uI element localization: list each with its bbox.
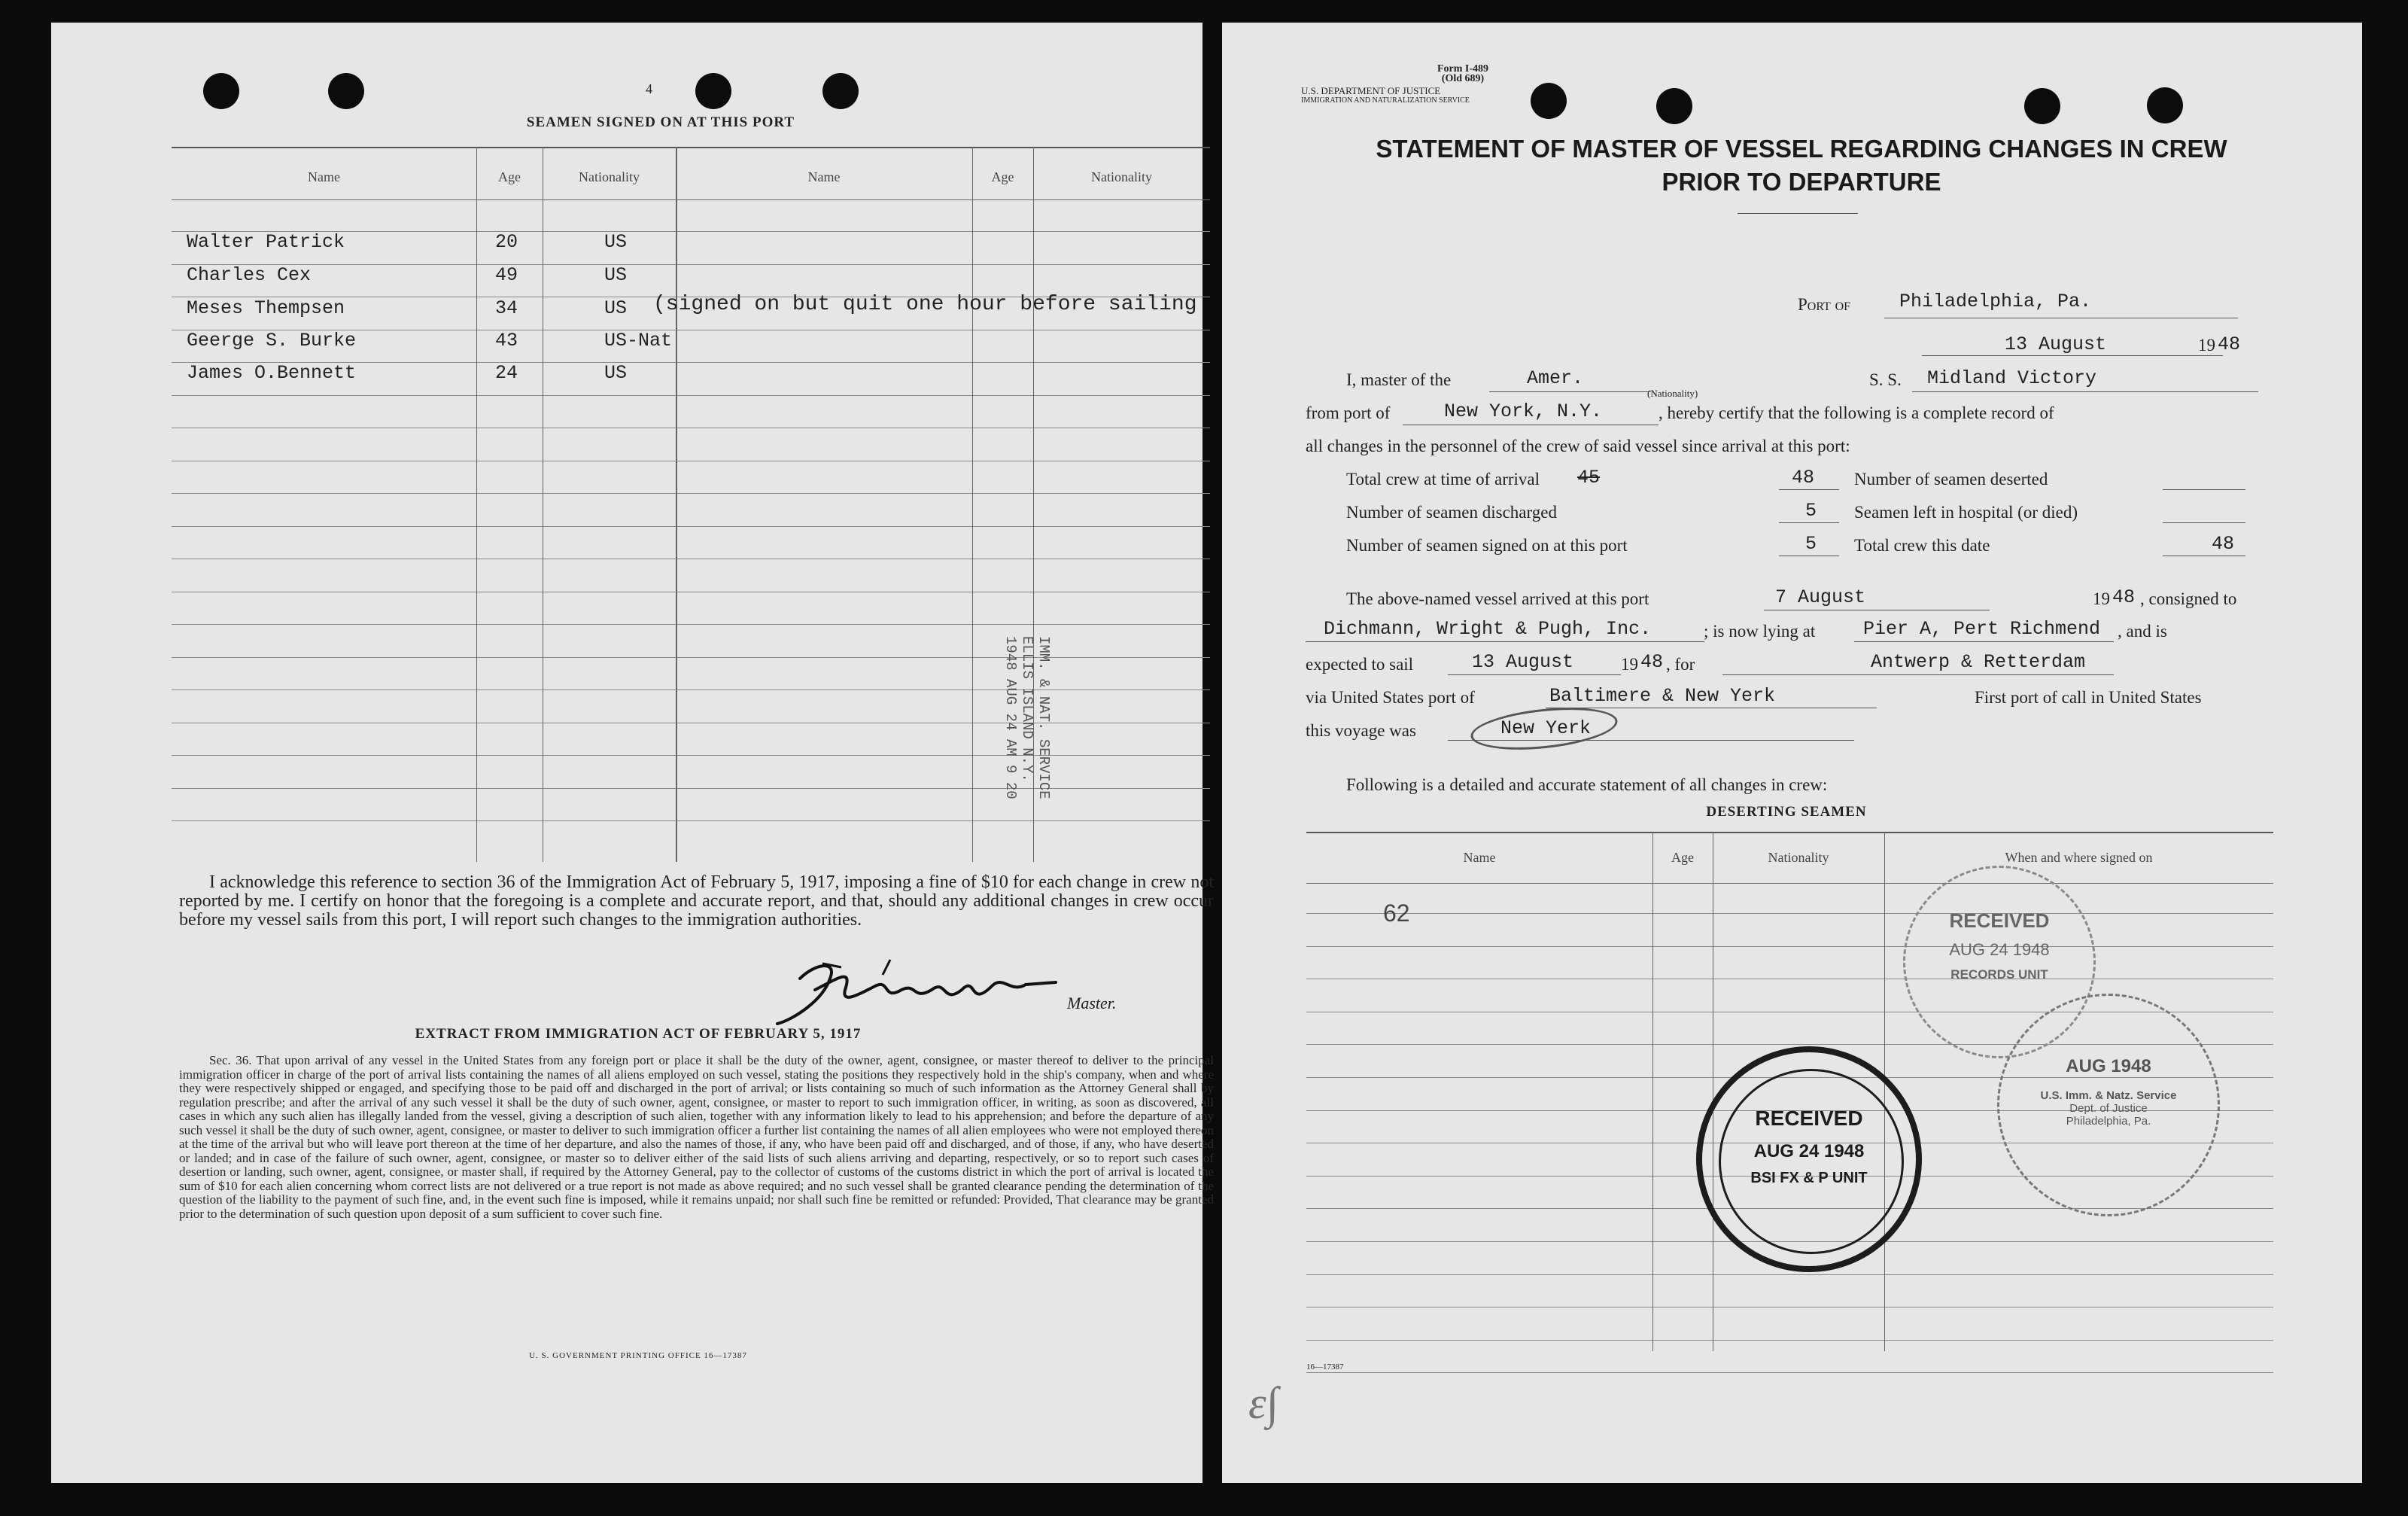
year-prefix: 19 — [2198, 336, 2215, 355]
seamen-signed-on-heading: SEAMEN SIGNED ON AT THIS PORT — [526, 114, 795, 130]
corner-handwritten-mark: ε∫ — [1248, 1378, 1279, 1428]
year-value: 48 — [2218, 333, 2241, 355]
form-number: Form I-489 — [1437, 63, 1489, 75]
stamp-date: AUG 24 1948 — [1949, 940, 2050, 959]
punch-hole — [2024, 88, 2060, 124]
column-age: Age — [498, 169, 521, 184]
this-voyage-label: this voyage was — [1306, 721, 1416, 740]
punch-hole — [328, 73, 364, 109]
arrived-year: 48 — [2112, 586, 2136, 608]
seaman-name: Meses Thempsen — [187, 297, 345, 319]
arrived-date: 7 August — [1775, 586, 1866, 608]
discharged-label: Number of seamen discharged — [1346, 503, 1557, 522]
nationality-value: Amer. — [1527, 367, 1584, 389]
page-number: 4 — [646, 81, 653, 96]
table-row-rule — [172, 624, 1210, 625]
stamp-line: Dept. of Justice — [2069, 1102, 2148, 1115]
extract-heading: EXTRACT FROM IMMIGRATION ACT OF FEBRUARY 5, 1917 — [415, 1026, 862, 1042]
from-port-value: New York, N.Y. — [1444, 400, 1603, 422]
for-label: , for — [1666, 655, 1695, 674]
column-nationality: Nationality — [1768, 850, 1829, 865]
table-row-rule — [172, 820, 1210, 821]
expected-label: expected to sail — [1306, 655, 1414, 674]
seaman-age: 43 — [495, 330, 518, 352]
right-page — [1222, 23, 2362, 1483]
from-port-label: from port of — [1306, 403, 1391, 422]
stamp-line: 1948 AUG 24 AM 9 20 — [1002, 636, 1019, 799]
stamp-line: Philadelphia, Pa. — [2066, 1115, 2151, 1128]
lying-at-label: ; is now lying at — [1704, 622, 1816, 641]
expected-year-prefix: 19 — [1621, 655, 1638, 674]
department: U.S. DEPARTMENT OF JUSTICE — [1301, 86, 1441, 96]
table-row-rule — [172, 395, 1210, 396]
column-name: Name — [308, 169, 340, 184]
punch-hole — [822, 73, 859, 109]
stamp-date: AUG 24 1948 — [1753, 1141, 1865, 1161]
printing-office: U. S. GOVERNMENT PRINTING OFFICE 16—17387 — [529, 1351, 747, 1360]
column-age-2: Age — [991, 169, 1014, 184]
extract-text: Sec. 36. That upon arrival of any vessel in the United States from any foreign port or place it shall be the duty of the owner, agent, consignee, or master thereof to deliver to the principal immigration officer in charge of the port of arrival lists containing the names of all aliens employed on such vessel, stating the positions they respectively hold in the ship's company, when and where they were respectively shipped or engaged, and specifying those to be paid off and discharged in the port of arrival; or lists containing so much of such information as the Attorney General shall by regulation prescribe; and after the arrival of any such vessel it shall be the duty of such owner, agent, consignee, or master to report to such immigration officer, in writing, as soon as discovered, all cases in which any such alien has illegally landed from the vessel, giving a description of such alien, together with any information likely to lead to his apprehension; and before the departure of any such vessel it shall be the duty of such owner, agent, consignee, or master to deliver to such immigration officer a further list containing the names of all alien employees who were not employed thereon at the time of the arrival but who will leave port thereon at the time of her departure, and also the names of those, if any, who have been paid off and discharged, and of those, if any, who have deserted or landed; and in case of the failure of such owner, agent, consignee, or master so to deliver either of the said lists of such aliens arriving and departing, respectively, or so to report such cases of desertion or landing, such owner, agent, consignee, or master shall, if required by the Attorney General, pay to the collector of customs of the customs district in which the port of arrival is located the sum of $10 for each alien concerning whom correct lists are not delivered or a true report is not made as above required; and no such vessel shall be granted clearance pending the determination of the question of the liability to the payment of such fine, and, in the event such fine is imposed, while it remains unpaid; nor shall such fine be remitted or refunded: Provided, That clearance may be granted prior to the determination of such question upon deposit of a sum sufficient to cover such fine. — [179, 1053, 1214, 1221]
column-name-2: Name — [807, 169, 841, 184]
punch-hole — [695, 73, 731, 109]
acknowledgment-text: I acknowledge this reference to section 36 of the Immigration Act of February 5, 1917, imposing a fine of $10 for each change in crew not reported by me. I certify on honor that the foregoing is a complete and accurate report, and that, should any additional changes in crew occur before my vessel sails from this port, I will report such changes to the immigration authorities. — [179, 872, 1214, 930]
signed-on-label: Number of seamen signed on at this port — [1346, 536, 1628, 555]
consigned-to-label: , consigned to — [2140, 589, 2237, 608]
punch-hole — [2147, 87, 2183, 123]
column-age: Age — [1671, 850, 1694, 865]
table-row-rule — [172, 526, 1210, 527]
table-row-rule — [1306, 946, 2273, 947]
destination: Antwerp & Retterdam — [1871, 651, 2086, 673]
service: IMMIGRATION AND NATURALIZATION SERVICE — [1301, 96, 1470, 105]
deserting-heading: DESERTING SEAMEN — [1706, 804, 1867, 820]
form-title — [1297, 132, 2306, 199]
seaman-name: Geerge S. Burke — [187, 330, 357, 352]
first-call-value: New Yerk — [1500, 717, 1592, 739]
expected-date: 13 August — [1472, 651, 1574, 673]
via-ports: Baltimere & New Yerk — [1549, 685, 1776, 707]
seaman-nationality: US — [604, 362, 628, 384]
punch-hole — [1656, 88, 1692, 124]
date-value: 13 August — [2005, 333, 2107, 355]
stamp-dept: RECORDS UNIT — [1950, 967, 2048, 982]
expected-year: 48 — [1640, 651, 1664, 673]
table-row-rule — [1306, 1372, 2273, 1373]
via-label: via United States port of — [1306, 688, 1475, 707]
seaman-nationality: US — [604, 297, 628, 319]
certify-text: , hereby certify that the following is a complete record of — [1659, 403, 2054, 422]
port-value: Philadelphia, Pa. — [1899, 291, 2092, 312]
form-number-block — [1388, 64, 1538, 84]
arrived-text: The above-named vessel arrived at this port — [1346, 589, 1649, 608]
title-line-2: PRIOR TO DEPARTURE — [1662, 168, 1941, 196]
master-signature — [770, 948, 1101, 1031]
seaman-nationality: US — [604, 264, 628, 286]
total-crew-arrival-label: Total crew at time of arrival — [1346, 470, 1540, 489]
handwritten-number: 62 — [1383, 900, 1410, 927]
table-row-rule — [172, 493, 1210, 494]
master-label: Master. — [1067, 994, 1117, 1012]
master-of-label: I, master of the — [1346, 370, 1452, 389]
table-row-rule — [172, 755, 1210, 756]
stamp-line: ELLIS ISLAND N.Y. — [1019, 636, 1035, 782]
consignee: Dichmann, Wright & Pugh, Inc. — [1324, 618, 1652, 640]
seaman-age: 24 — [495, 362, 518, 384]
stamp-line: IMM. & NAT. SERVICE — [1035, 636, 1052, 799]
ss-label: S. S. — [1869, 370, 1902, 389]
form-old-number: (Old 689) — [1441, 73, 1485, 84]
first-call-label: First port of call in United States — [1975, 688, 2202, 707]
seaman-age: 49 — [495, 264, 518, 286]
table-row-rule — [1306, 1340, 2273, 1341]
column-name: Name — [1463, 850, 1496, 865]
seaman-age: 20 — [495, 231, 518, 253]
hospital-label: Seamen left in hospital (or died) — [1854, 503, 2078, 522]
punch-hole — [203, 73, 239, 109]
total-crew-arrival-value: 48 — [1792, 467, 1815, 489]
stamp-date: AUG 1948 — [2066, 1056, 2151, 1076]
total-crew-arrival-struck: 45 — [1577, 467, 1601, 489]
department-block — [1301, 86, 1542, 105]
table-row-rule — [172, 788, 1210, 789]
ship-name: Midland Victory — [1927, 367, 2097, 389]
discharged-value: 5 — [1805, 500, 1817, 522]
following-text: Following is a detailed and accurate statement of all changes in crew: — [1346, 775, 1828, 794]
total-date-value: 48 — [2212, 533, 2235, 555]
title-line-1: STATEMENT OF MASTER OF VESSEL REGARDING CHANGES IN CREW — [1376, 135, 2227, 163]
port-label: Port of — [1798, 295, 1851, 314]
certify-text-2: all changes in the personnel of the crew of said vessel since arrival at this port: — [1306, 437, 1850, 455]
deserted-label: Number of seamen deserted — [1854, 470, 2048, 489]
seaman-name: James O.Bennett — [187, 362, 357, 384]
table-row-rule — [1306, 1274, 2273, 1275]
stamp-label: RECEIVED — [1755, 1107, 1863, 1130]
table-row-rule — [172, 264, 1210, 265]
bsi-unit-stamp — [1696, 1046, 1922, 1272]
seaman-name: Walter Patrick — [187, 231, 345, 253]
total-date-label: Total crew this date — [1854, 536, 1990, 555]
table-row-rule — [172, 657, 1210, 658]
seaman-nationality: US — [604, 231, 628, 253]
seaman-name: Charles Cex — [187, 264, 312, 286]
signed-on-value: 5 — [1805, 533, 1817, 555]
column-nationality-2: Nationality — [1091, 169, 1152, 184]
and-is-label: , and is — [2118, 622, 2167, 641]
stamp-line: U.S. Imm. & Natz. Service — [2040, 1089, 2177, 1102]
stamp-label: RECEIVED — [1949, 909, 2050, 932]
philadelphia-stamp — [1997, 994, 2220, 1216]
lying-at: Pier A, Pert Richmend — [1863, 618, 2101, 640]
column-nationality: Nationality — [579, 169, 640, 184]
table-row-rule — [1306, 913, 2273, 914]
left-page — [51, 23, 1214, 1483]
seamen-table — [172, 147, 1210, 884]
arrived-year-prefix: 19 — [2093, 589, 2110, 608]
footer-code: 16—17387 — [1306, 1362, 1344, 1371]
nationality-caption: (Nationality) — [1647, 388, 1698, 399]
seaman-note: (signed on but quit one hour before sailing — [653, 293, 1197, 316]
seaman-age: 34 — [495, 297, 518, 319]
stamp-dept: BSI FX & P UNIT — [1750, 1170, 1868, 1186]
column-when-where: When and where signed on — [2005, 850, 2153, 865]
seaman-nationality: US-Nat — [604, 330, 673, 352]
